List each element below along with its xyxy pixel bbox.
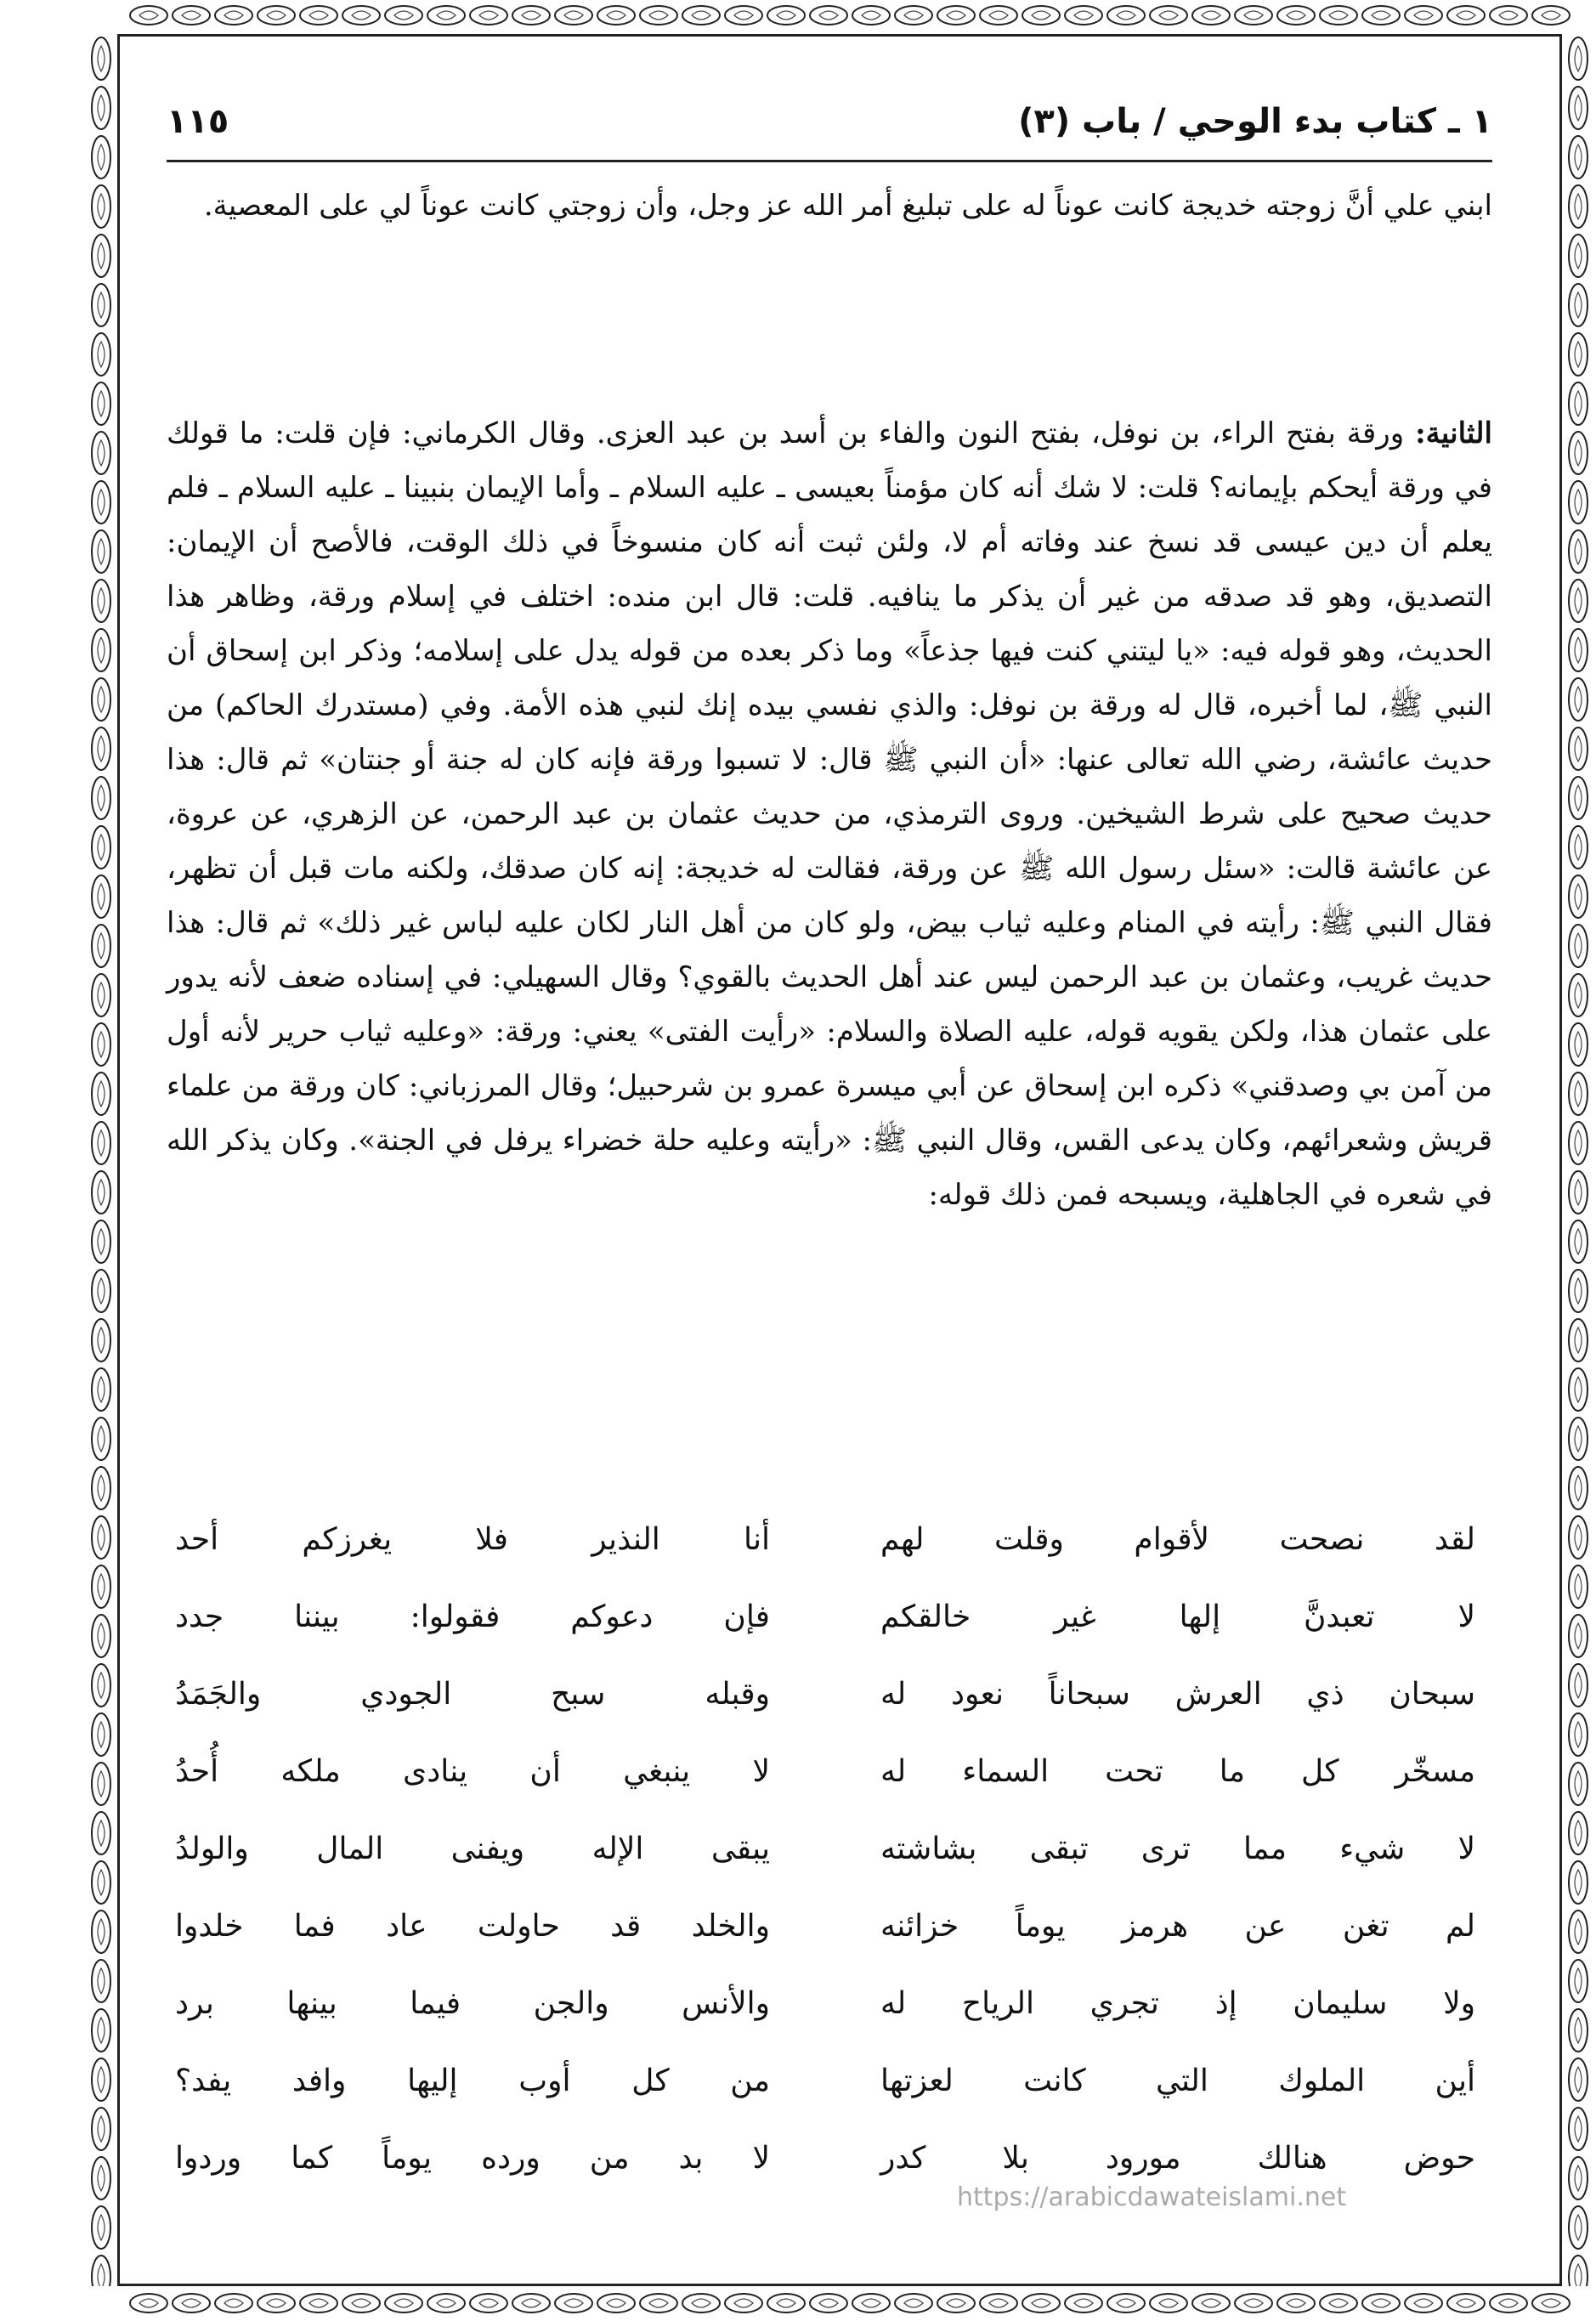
verse-second-hemistich: أنا النذير فلا يغرزكم أحد <box>175 1522 770 1557</box>
page-content <box>167 92 1492 2267</box>
poem-verse <box>167 1733 1492 1810</box>
poem-verse <box>167 1501 1492 1578</box>
verse-first-hemistich: لم تغن عن هرمز يوماً خزائنه <box>880 1909 1475 1944</box>
paragraph-1 <box>167 178 1492 233</box>
verse-second-hemistich: لا بد من ورده يوماً كما وردوا <box>175 2141 770 2176</box>
verse-first-hemistich: أين الملوك التي كانت لعزتها <box>880 2063 1475 2098</box>
verse-first-hemistich: مسخّر كل ما تحت السماء له <box>880 1754 1475 1789</box>
ornament-bottom-border <box>127 2290 1572 2318</box>
paragraph-2-lead: الثانية: <box>1415 416 1492 450</box>
poem-verse <box>167 1810 1492 1888</box>
verse-first-hemistich: لا شيء مما ترى تبقى بشاشته <box>880 1831 1475 1866</box>
verse-first-hemistich: ولا سليمان إذ تجري الرياح له <box>880 1986 1475 2021</box>
verse-second-hemistich: وقبله سبح الجودي والجَمَدُ <box>175 1677 770 1712</box>
ornament-left-border <box>88 34 114 2286</box>
paragraph-2 <box>167 406 1492 1222</box>
running-title: ١ ـ كتاب بدء الوحي / باب (٣) <box>1018 102 1492 141</box>
ornament-right-border <box>1565 34 1591 2286</box>
paragraph-1-text: ابني علي أنَّ زوجته خديجة كانت عوناً له على تبليغ أمر الله عز وجل، وأن زوجتي كانت عوناً لي على المعصية. <box>203 189 1492 223</box>
watermark-url: https://arabicdawateislami.net <box>957 2182 1347 2212</box>
verse-first-hemistich: لقد نصحت لأقوام وقلت لهم <box>880 1522 1475 1557</box>
poem-verse <box>167 1888 1492 1965</box>
paragraph-2-text: ورقة بفتح الراء، بن نوفل، بفتح النون والفاء بن أسد بن عبد العزى. وقال الكرماني: فإن قلت: ما قولك في ورقة أيحكم بإيمانه؟ قلت: لا شك أنه كان مؤمناً بعيسى ـ عليه السلام ـ وأما الإيمان بنبينا ـ عليه السلام ـ فلم يعلم أن دين عيسى قد نسخ عند وفاته أم لا، ولئن ثبت أنه كان منسوخاً في ذلك الوقت، فالأصح أن الإيمان: التصديق، وهو قد صدقه من غير أن يذكر ما ينافيه. قلت: قال ابن منده: اختلف في إسلام ورقة، وظاهر هذا الحديث، وهو قوله فيه: «يا ليتني كنت فيها جذعاً» وما ذكر بعده من قوله يدل على إسلامه؛ وذكر ابن إسحاق أن النبي ﷺ، لما أخبره، قال له ورقة بن نوفل: والذي نفسي بيده إنك لنبي هذه الأمة. وفي (مستدرك الحاكم) من حديث عائشة، رضي الله تعالى عنها: «أن النبي ﷺ قال: لا تسبوا ورقة فإنه كان له جنة أو جنتان» ثم قال: هذا حديث صحيح على شرط الشيخين. وروى الترمذي، من حديث عثمان بن عبد الرحمن، عن الزهري، عن عروة، عن عائشة قالت: «سئل رسول الله ﷺ عن ورقة، فقالت له خديجة: إنه كان صدقك، ولكنه مات قبل أن تظهر، فقال النبي ﷺ: رأيته في المنام وعليه ثياب بيض، ولو كان من أهل النار لكان عليه لباس غير ذلك» ثم قال: هذا حديث غريب، وعثمان بن عبد الرحمن ليس عند أهل الحديث بالقوي؟ وقال السهيلي: في إسناده ضعف لأنه يدور على عثمان هذا، ولكن يقويه قوله، عليه الصلاة والسلام: «رأيت الفتى» يعني: ورقة: «وعليه ثياب حرير لأنه أول من آمن بي وصدقني» ذكره ابن إسحاق عن أبي ميسرة عمرو بن شرحبيل؛ وقال المرزباني: كان ورقة من علماء قريش وشعرائهم، وكان يدعى القس، وقال النبي ﷺ: «رأيته وعليه حلة خضراء يرفل في الجنة». وكان يذكر الله في شعره في الجاهلية، ويسبحه فمن ذلك قوله: <box>167 416 1492 1212</box>
poem-verse <box>167 1965 1492 2042</box>
verse-second-hemistich: والخلد قد حاولت عاد فما خلدوا <box>175 1909 770 1944</box>
verse-first-hemistich: سبحان ذي العرش سبحاناً نعود له <box>880 1677 1475 1712</box>
ornament-top-border <box>127 2 1572 29</box>
verse-first-hemistich: لا تعبدنَّ إلها غير خالقكم <box>880 1599 1475 1634</box>
poem-verse <box>167 1578 1492 1656</box>
poem-verse <box>167 2042 1492 2120</box>
poem <box>167 1501 1492 2197</box>
running-header <box>167 92 1492 151</box>
page-number: ١١٥ <box>167 102 229 141</box>
verse-second-hemistich: من كل أوب إليها وافد يفد؟ <box>175 2063 770 2098</box>
verse-second-hemistich: فإن دعوكم فقولوا: بيننا جدد <box>175 1599 770 1634</box>
header-rule <box>167 160 1492 162</box>
verse-second-hemistich: والأنس والجن فيما بينها برد <box>175 1986 770 2021</box>
poem-verse <box>167 1656 1492 1733</box>
verse-second-hemistich: لا ينبغي أن ينادى ملكه أُحدُ <box>175 1754 770 1789</box>
verse-first-hemistich: حوض هنالك مورود بلا كدر <box>880 2141 1475 2176</box>
verse-second-hemistich: يبقى الإله ويفنى المال والولدُ <box>175 1831 770 1866</box>
